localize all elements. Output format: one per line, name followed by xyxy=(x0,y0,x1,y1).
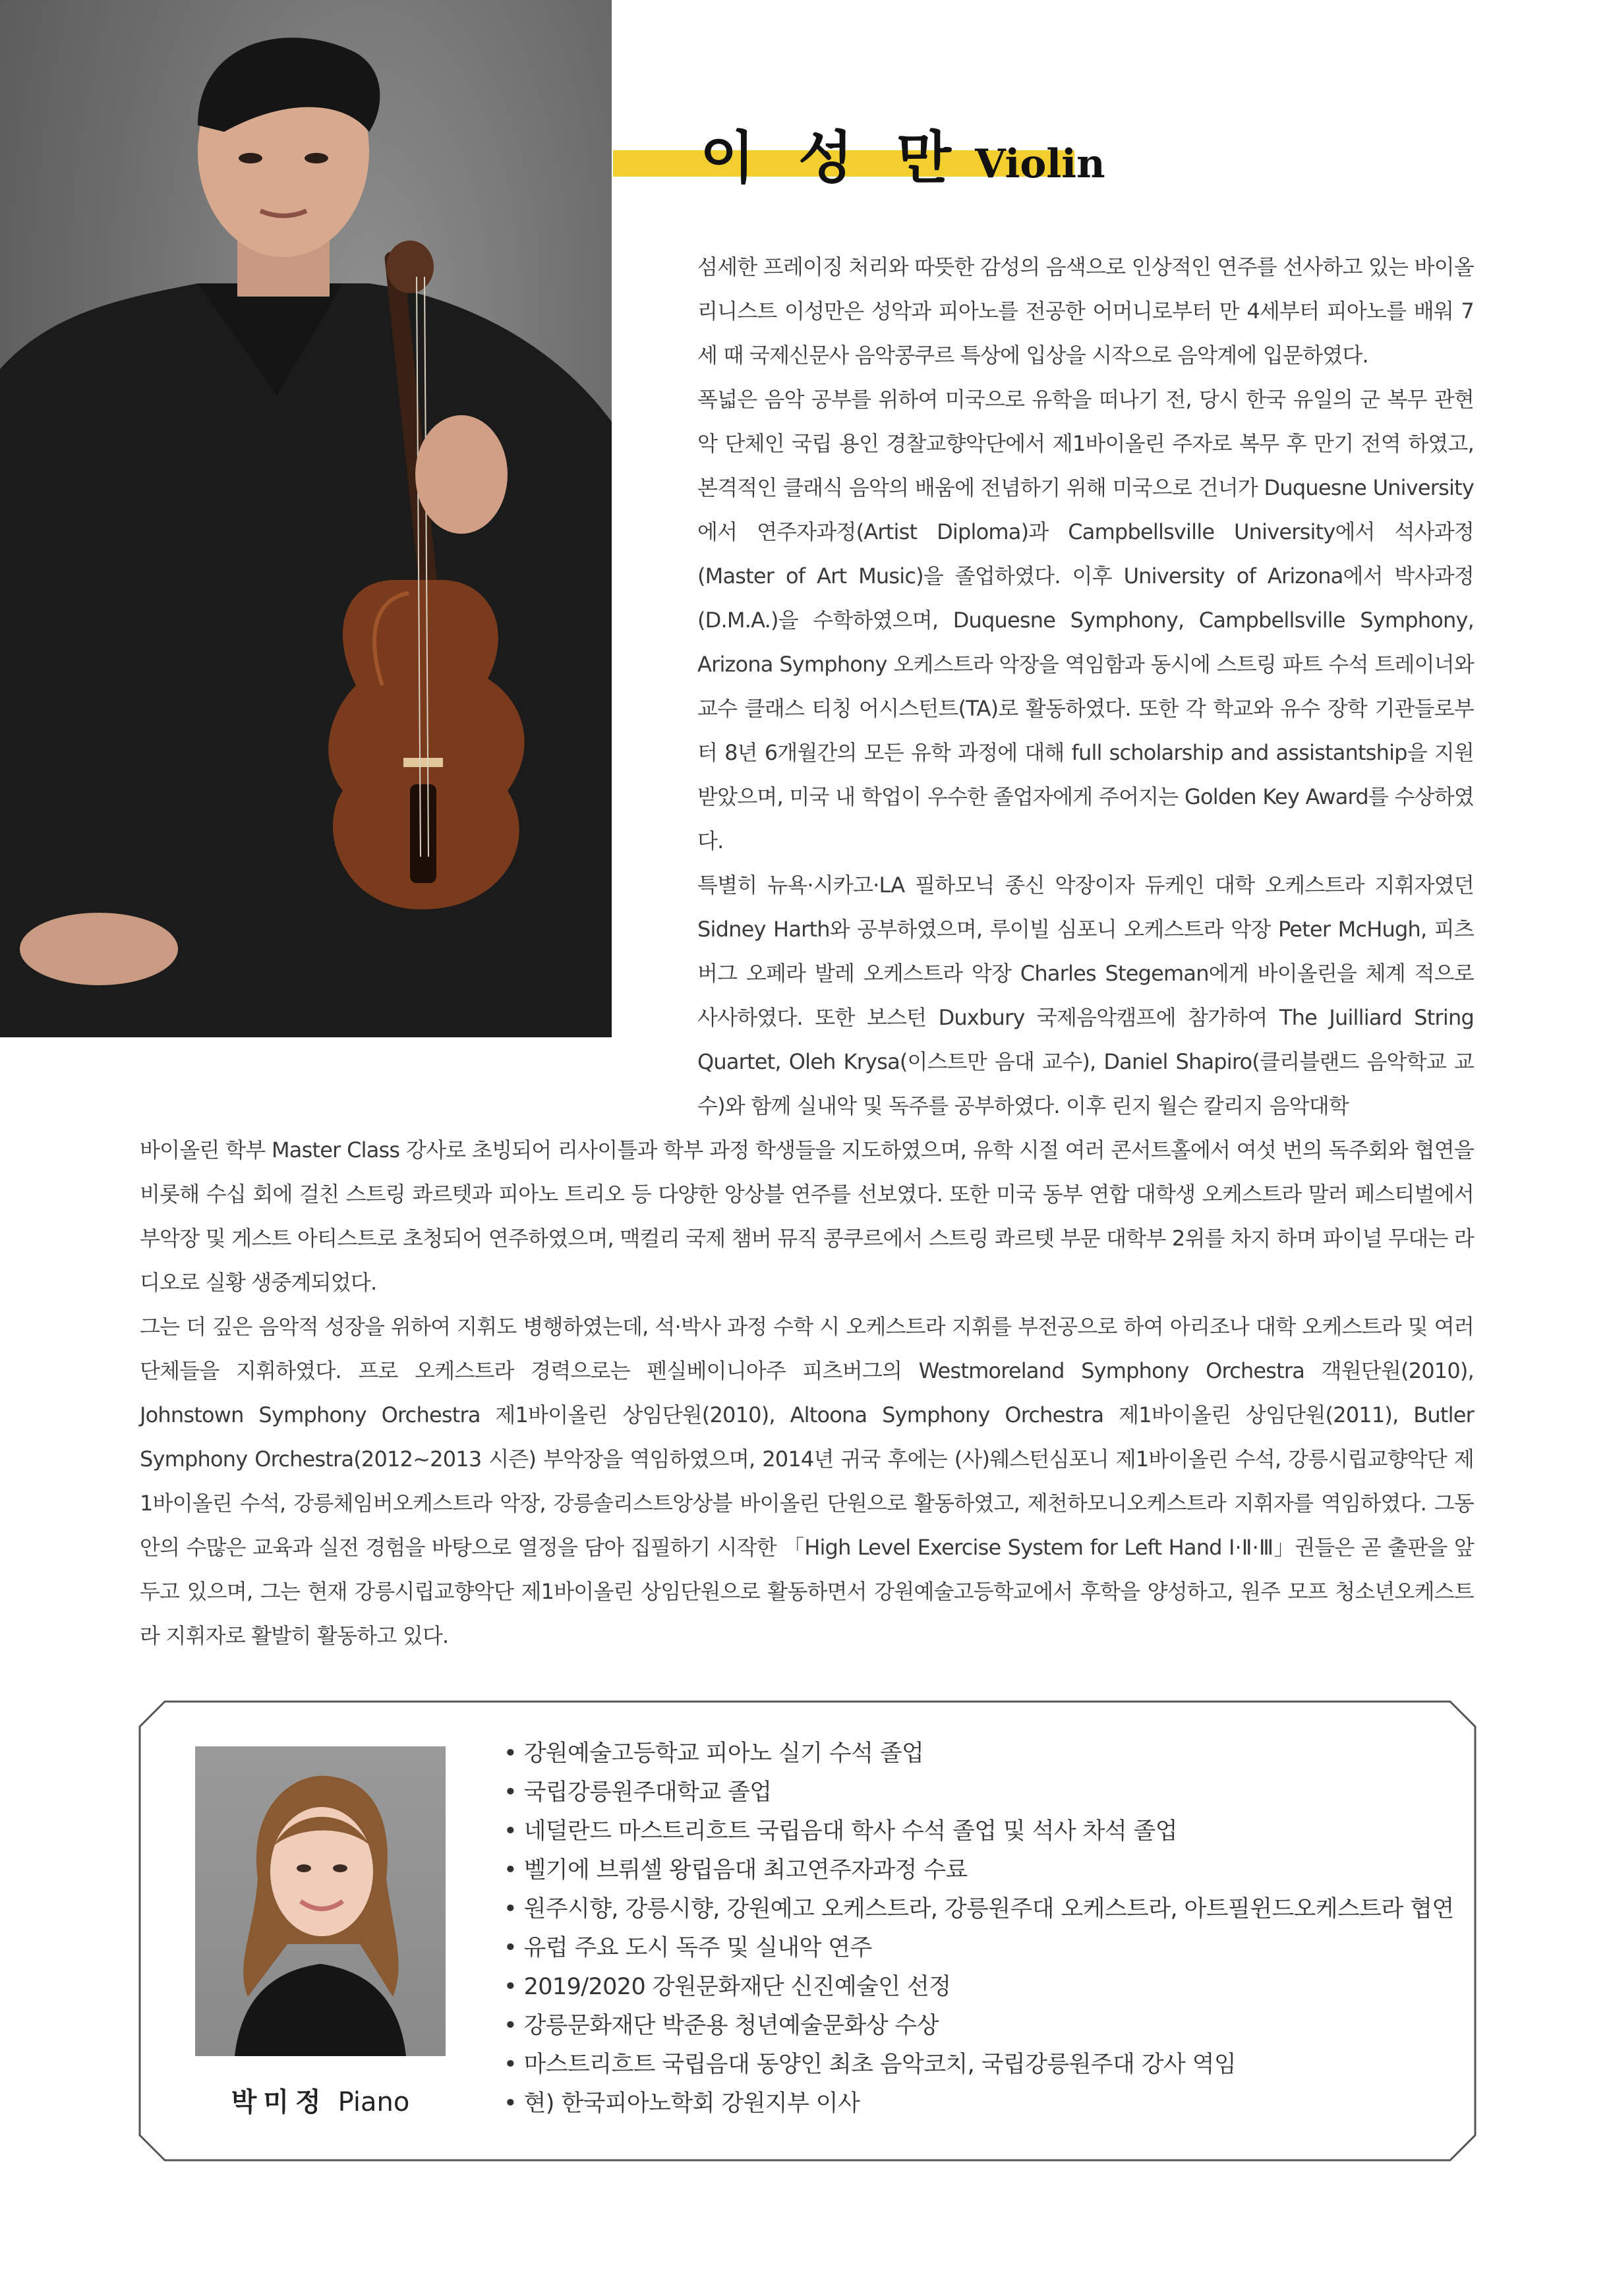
credential-item: • 마스트리흐트 국립음대 동양인 최초 음악코치, 국립강릉원주대 강사 역임 xyxy=(504,2046,1454,2084)
pianist-photo xyxy=(195,1746,446,2056)
credential-item: • 유럽 주요 도시 독주 및 실내악 연주 xyxy=(504,1929,1454,1968)
credential-item: • 원주시향, 강릉시향, 강원예고 오케스트라, 강릉원주대 오케스트라, 아트필윈드오케스트라 협연 xyxy=(504,1890,1454,1929)
credential-item: • 네덜란드 마스트리흐트 국립음대 학사 수석 졸업 및 석사 차석 졸업 xyxy=(504,1812,1454,1851)
credential-item: • 벨기에 브뤼셀 왕립음대 최고연주자과정 수료 xyxy=(504,1851,1454,1890)
pianist-credentials-list xyxy=(504,1735,1454,2123)
credential-item: • 강릉문화재단 박준용 청년예술문화상 수상 xyxy=(504,2007,1454,2046)
page-title xyxy=(700,112,1105,191)
credential-item: • 강원예술고등학교 피아노 실기 수석 졸업 xyxy=(504,1735,1454,1773)
bio-paragraph-2: 폭넓은 음악 공부를 위하여 미국으로 유학을 떠나기 전, 당시 한국 유일의 군 복무 관현악 단체인 국립 용인 경찰교향악단에서 제1바이올린 주자로 복무 후 만기 전역 하였고, 본격적인 클래식 음악의 배움에 전념하기 위해 미국으로 건너가 Duquesne University에서 연주자과정(Artist Diploma)과 Campbellsville University에서 석사과정(Master of Art Music)을 졸업하였다. 이후 University of Arizona에서 박사과정(D.M.A.)을 수학하였으며, Duquesne Symphony, Campbellsville Symphony, Arizona Symphony 오케스트라 악장을 역임함과 동시에 스트링 파트 수석 트레이너와 교수 클래스 티칭 어시스턴트(TA)로 활동하였다. 또한 각 학교와 유수 장학 기관들로부터 8년 6개월간의 모든 유학 과정에 대해 full scholarship and assistantship을 지원받았으며, 미국 내 학업이 우수한 졸업자에게 주어지는 Golden Key Award를 수상하였다. xyxy=(697,387,1474,853)
bio-paragraph-1: 섬세한 프레이징 처리와 따뜻한 감성의 음색으로 인상적인 연주를 선사하고 있는 바이올리니스트 이성만은 성악과 피아노를 전공한 어머니로부터 만 4세부터 피아노를 배워 7세 때 국제신문사 음악콩쿠르 특상에 입상을 시작으로 음악계에 입문하였다. xyxy=(697,254,1474,368)
pianist-illustration xyxy=(195,1746,446,2056)
pianist-name: 박미정 xyxy=(231,2087,328,2117)
bio-paragraph-5: 그는 더 깊은 음악적 성장을 위하여 지휘도 병행하였는데, 석·박사 과정 수학 시 오케스트라 지휘를 부전공으로 하여 아리조나 대학 오케스트라 및 여러 단체들을 지휘하였다. 프로 오케스트라 경력으로는 펜실베이니아주 피츠버그의 Westmoreland Symphony Orchestra 객원단원(2010), Johnstown Symphony Orchestra 제1바이올린 상임단원(2010), Altoona Symphony Orchestra 제1바이올린 상임단원(2011), Butler Symphony Orchestra(2012~2013 시즌) 부악장을 역임하였으며, 2014년 귀국 후에는 (사)웨스턴심포니 제1바이올린 수석, 강릉시립교향악단 제1바이올린 수석, 강릉체임버오케스트라 악장, 강릉솔리스트앙상블 바이올린 단원으로 활동하였고, 제천하모니오케스트라 지휘자를 역임하였다. 그동안의 수많은 교육과 실전 경험을 바탕으로 열정을 담아 집필하기 시작한 「High Level Exercise System for Left Hand Ⅰ·Ⅱ·Ⅲ」권들은 곧 출판을 앞두고 있으며, 그는 현재 강릉시립교향악단 제1바이올린 상임단원으로 활동하면서 강원예술고등학교에서 후학을 양성하고, 원주 모프 청소년오케스트라 지휘자로 활발히 활동하고 있다. xyxy=(140,1314,1474,1648)
credential-item: • 국립강릉원주대학교 졸업 xyxy=(504,1773,1454,1812)
violinist-name: 이 성 만 xyxy=(700,125,964,191)
violinist-photo xyxy=(0,0,612,1037)
pianist-instrument: Piano xyxy=(337,2087,410,2117)
bio-paragraph-3: 특별히 뉴욕·시카고·LA 필하모닉 종신 악장이자 듀케인 대학 오케스트라 지휘자였던 Sidney Harth와 공부하였으며, 루이빌 심포니 오케스트라 악장 Peter McHugh, 피츠버그 오페라 발레 오케스트라 악장 Charles Stegeman에게 바이올린을 체계 적으로 사사하였다. 또한 보스턴 Duxbury 국제음악캠프에 참가하여 The Juilliard String Quartet, Oleh Krysa(이스트만 음대 교수), Daniel Shapiro(클리블랜드 음악학교 교수)와 함께 실내악 및 독주를 공부하였다. 이후 린지 월슨 칼리지 음악대학 xyxy=(697,873,1474,1118)
violinist-instrument: Violin xyxy=(975,141,1105,187)
bio-paragraph-4: 바이올린 학부 Master Class 강사로 초빙되어 리사이틀과 학부 과정 학생들을 지도하였으며, 유학 시절 여러 콘서트홀에서 여섯 번의 독주회와 협연을 비롯해 수십 회에 걸친 스트링 콰르텟과 피아노 트리오 등 다양한 앙상블 연주를 선보였다. 또한 미국 동부 연합 대학생 오케스트라 말러 페스티벌에서 부악장 및 게스트 아티스트로 초청되어 연주하였으며, 맥컬리 국제 챔버 뮤직 콩쿠르에서 스트링 콰르텟 부문 대학부 2위를 차지 하며 파이널 무대는 라디오로 실황 생중계되었다. xyxy=(140,1137,1474,1295)
pianist-caption xyxy=(195,2081,446,2119)
credential-item: • 현) 한국피아노학회 강원지부 이사 xyxy=(504,2084,1454,2123)
credential-item: • 2019/2020 강원문화재단 신진예술인 선정 xyxy=(504,1968,1454,2007)
violinist-illustration xyxy=(0,0,612,1037)
